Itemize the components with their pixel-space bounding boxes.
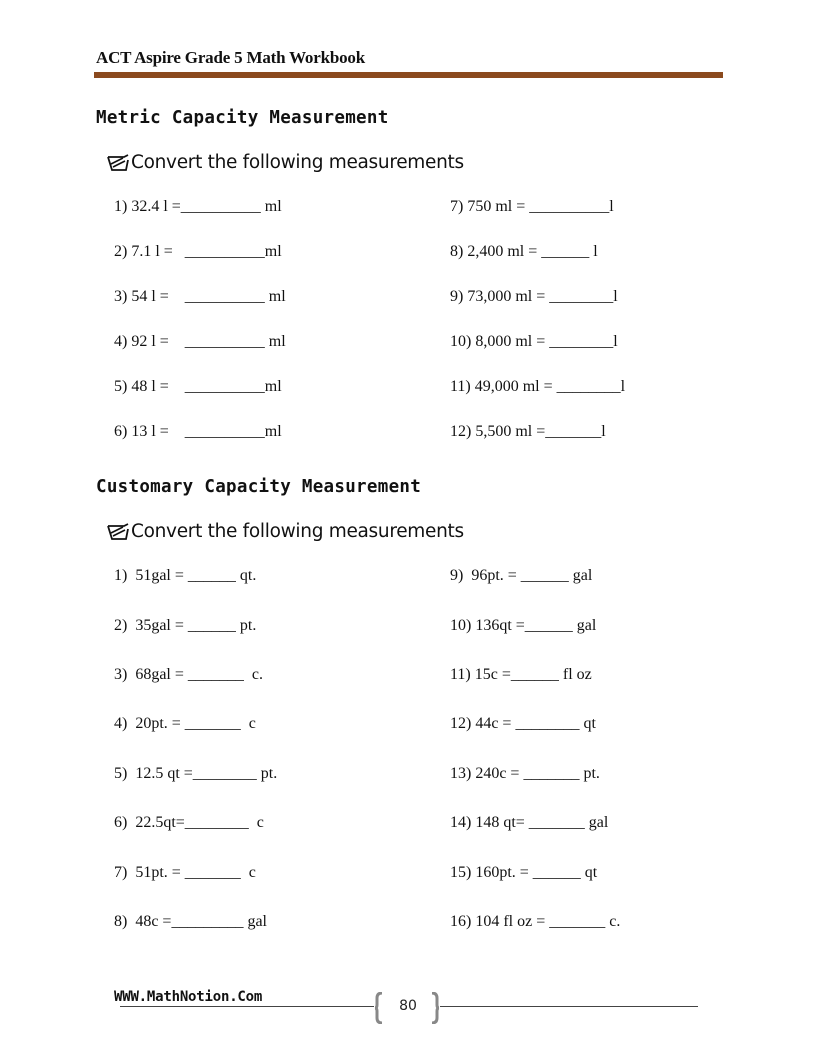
footer-divider-left [120,1006,374,1007]
page-bracket-right [430,992,440,1024]
workbook-title: ACT Aspire Grade 5 Math Workbook [96,48,365,67]
customary-problem-15: 15) 160pt. = ______ qt [450,864,598,881]
customary-problem-6: 6) 22.5qt=________ c [114,814,264,831]
customary-instruction [106,521,464,542]
customary-problem-3: 3) 68gal = _______ c. [114,666,263,683]
metric-section-title: Metric Capacity Measurement [96,108,389,128]
metric-problem-8: 8) 2,400 ml = ______ l [450,243,598,260]
customary-problem-1: 1) 51gal = ______ qt. [114,567,257,584]
metric-problem-6: 6) 13 l = __________ml [114,423,282,440]
metric-problem-2: 2) 7.1 l = __________ml [114,243,282,260]
customary-problem-4: 4) 20pt. = _______ c [114,715,256,732]
metric-problem-3: 3) 54 l = __________ ml [114,288,286,305]
customary-problem-5: 5) 12.5 qt =________ pt. [114,765,278,782]
customary-section-title: Customary Capacity Measurement [96,477,422,497]
customary-instruction-text: Convert the following measurements [131,521,464,542]
customary-problem-8: 8) 48c =_________ gal [114,913,267,930]
customary-problem-16: 16) 104 fl oz = _______ c. [450,913,621,930]
customary-problem-14: 14) 148 qt= _______ gal [450,814,609,831]
header-divider [94,72,723,78]
pencil-icon [106,153,130,173]
page-bracket-left [374,992,384,1024]
metric-instruction [106,152,464,173]
page-number: 80 [399,998,417,1014]
customary-problem-7: 7) 51pt. = _______ c [114,864,256,881]
metric-problem-12: 12) 5,500 ml =_______l [450,423,606,440]
metric-problem-7: 7) 750 ml = __________l [450,198,614,215]
metric-problem-5: 5) 48 l = __________ml [114,378,282,395]
metric-problem-4: 4) 92 l = __________ ml [114,333,286,350]
customary-problem-12: 12) 44c = ________ qt [450,715,596,732]
metric-problem-1: 1) 32.4 l =__________ ml [114,198,282,215]
metric-problem-9: 9) 73,000 ml = ________l [450,288,618,305]
footer-divider-right [440,1006,698,1007]
customary-problem-2: 2) 35gal = ______ pt. [114,617,257,634]
pencil-icon [106,522,130,542]
metric-instruction-text: Convert the following measurements [131,152,464,173]
customary-problem-10: 10) 136qt =______ gal [450,617,597,634]
footer-website: WWW.MathNotion.Com [114,989,263,1005]
metric-problem-10: 10) 8,000 ml = ________l [450,333,618,350]
customary-problem-9: 9) 96pt. = ______ gal [450,567,593,584]
customary-problem-13: 13) 240c = _______ pt. [450,765,600,782]
metric-problem-11: 11) 49,000 ml = ________l [450,378,626,395]
customary-problem-11: 11) 15c =______ fl oz [450,666,592,683]
